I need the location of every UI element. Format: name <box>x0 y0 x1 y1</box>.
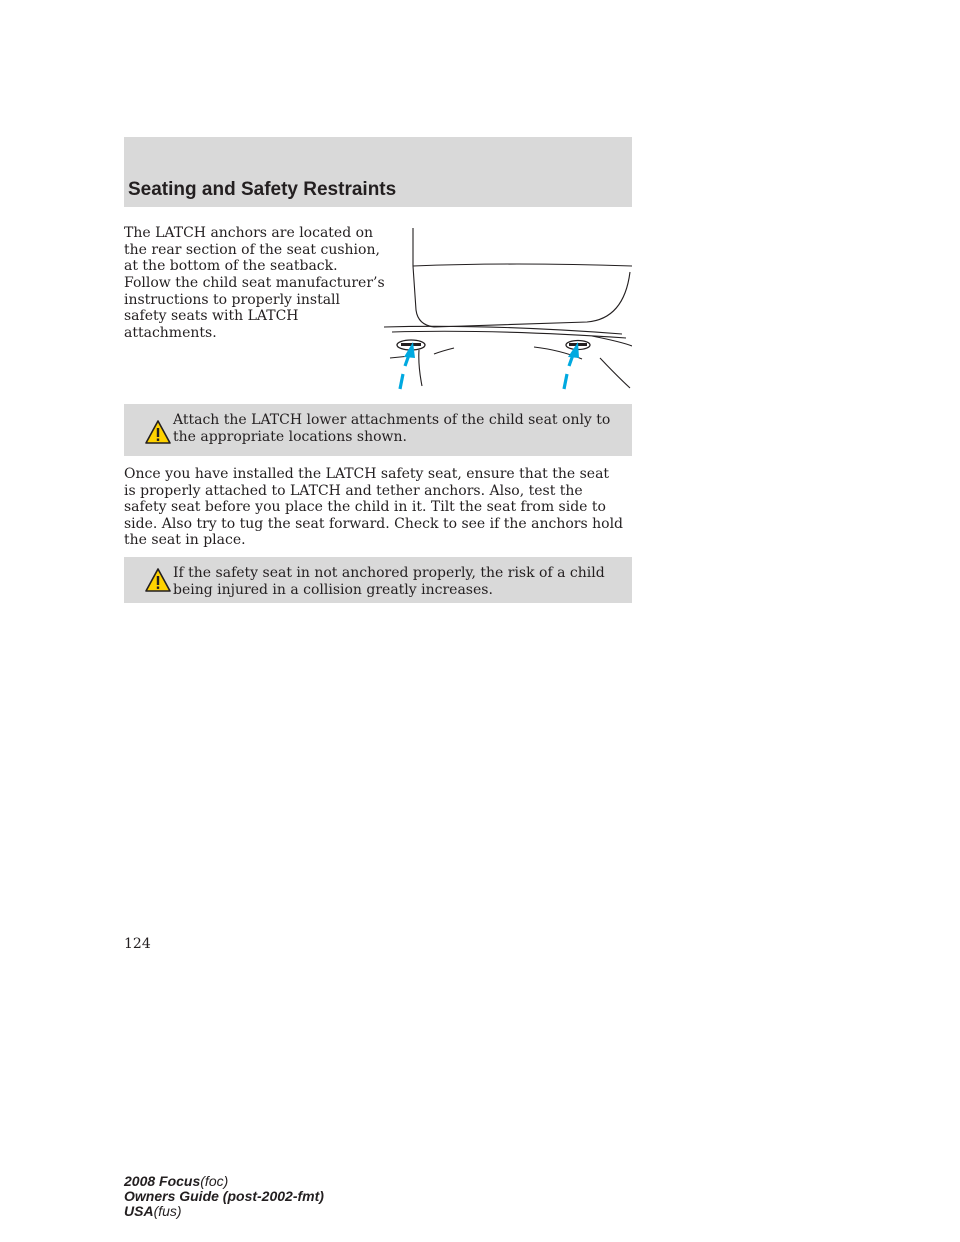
footer-model: 2008 Focus <box>124 1173 201 1189</box>
footer-guide-type: Owners Guide (post-2002-fmt) <box>124 1188 324 1204</box>
latch-anchor-illustration <box>382 226 632 396</box>
warning-text: If the safety seat in not anchored properly, the risk of a child being injured in a collision greatly increases. <box>173 565 605 598</box>
warning-triangle-icon <box>144 567 172 593</box>
warning-text: Attach the LATCH lower attachments of the child seat only to the appropriate locations shown. <box>173 412 611 445</box>
cushion-fold-mid <box>434 348 454 354</box>
page-number: 124 <box>124 936 151 952</box>
cushion-contour-right <box>600 358 630 388</box>
footer-model-code: (foc) <box>200 1173 229 1189</box>
cushion-seam <box>384 326 622 334</box>
document-footer <box>124 1174 324 1219</box>
manufacturer-instructions-paragraph: Follow the child seat manufacturer’s instructions to properly install safety seats with LATCH attachments. <box>124 275 385 341</box>
warning-triangle-icon <box>144 419 172 445</box>
footer-market: USA <box>124 1203 154 1219</box>
cushion-fold-left <box>419 350 422 386</box>
section-title: Seating and Safety Restraints <box>128 179 397 200</box>
latch-location-paragraph: The LATCH anchors are located on the rear section of the seat cushion, at the bottom of the seatback. <box>124 225 380 274</box>
installation-check-paragraph: Once you have installed the LATCH safety seat, ensure that the seat is properly attached to LATCH and tether anchors. Also, test the safety seat before you place the child in it. Tilt the seat from side to side. Also try to tug the seat forward. Check to see if the anchors hold the seat in place. <box>124 466 624 548</box>
seatback-top-edge <box>413 264 632 266</box>
warning-box-latch-locations <box>124 404 632 456</box>
seatback-bottom-edge <box>413 266 630 327</box>
warning-box-anchoring <box>124 557 632 603</box>
footer-market-code: (fus) <box>153 1203 182 1219</box>
